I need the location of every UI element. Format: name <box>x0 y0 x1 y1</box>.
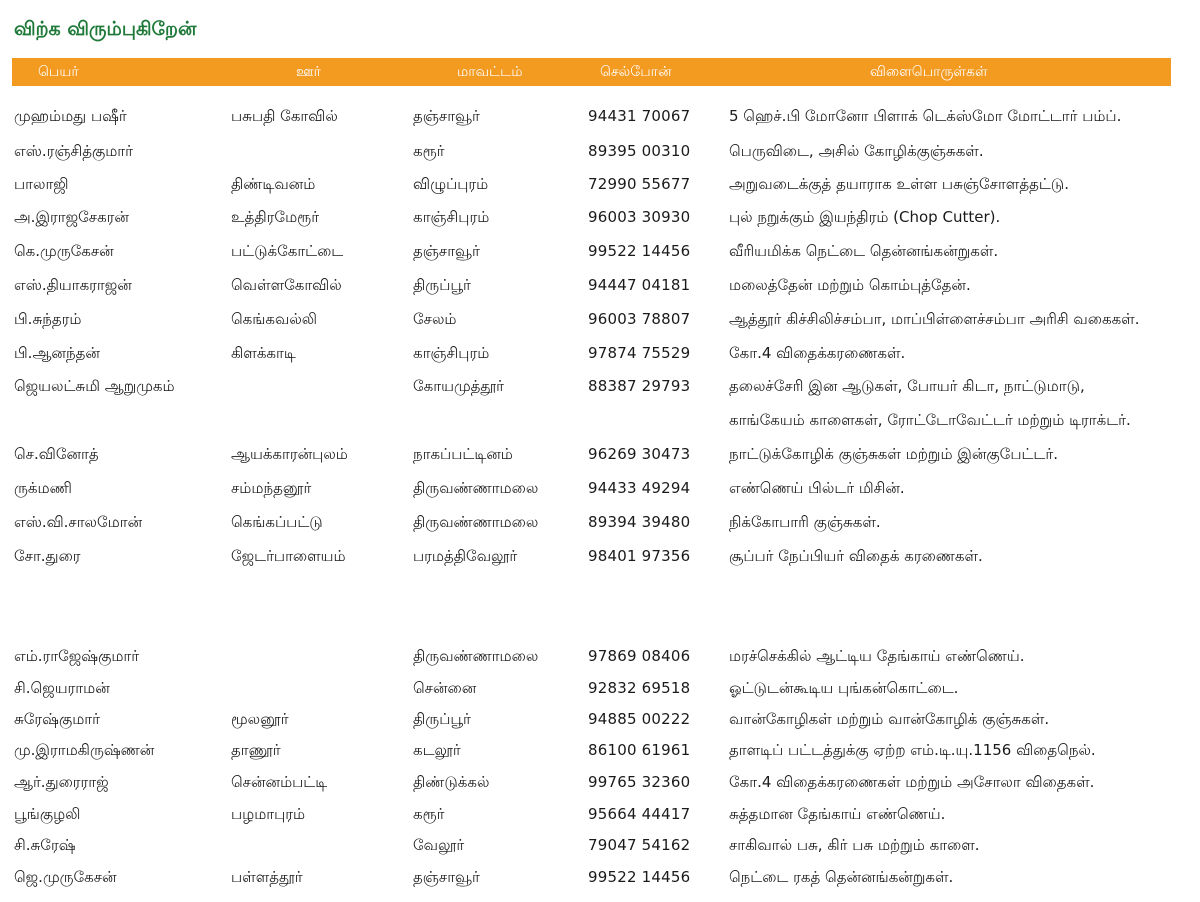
row-product: சூப்பர் நேப்பியர் விதைக் கரணைகள். <box>729 547 983 565</box>
page-title: விற்க விரும்புகிறேன் <box>14 18 197 40</box>
row-town: கெங்கப்பட்டு <box>231 513 323 531</box>
row-district: பரமத்திவேலூர் <box>413 547 518 565</box>
table-row <box>0 371 1200 401</box>
row-district: காஞ்சிபுரம் <box>413 344 490 362</box>
table-row <box>0 202 1200 232</box>
row-name: ஜெ.முருகேசன் <box>14 868 117 886</box>
row-product: கோ.4 விதைக்கரணைகள் மற்றும் அசோலா விதைகள். <box>729 773 1095 791</box>
row-town: சம்மந்தனூர் <box>231 479 312 497</box>
row-name: செ.வினோத் <box>14 445 99 463</box>
row-district: நாகப்பட்டினம் <box>413 445 513 463</box>
row-name: பூங்குழலி <box>14 805 81 823</box>
header-name: பெயர் <box>38 64 79 80</box>
row-product: சாகிவால் பசு, கிர் பசு மற்றும் காளை. <box>729 836 980 854</box>
row-name: பாலாஜி <box>14 175 69 193</box>
table-row <box>0 136 1200 166</box>
row-town: திண்டிவனம் <box>231 175 316 193</box>
table-row <box>0 767 1200 797</box>
row-town: பள்ளத்தூர் <box>231 868 303 886</box>
row-product: மரச்செக்கில் ஆட்டிய தேங்காய் எண்ணெய். <box>729 647 1025 665</box>
row-name: சுரேஷ்குமார் <box>14 710 100 728</box>
table-row <box>0 473 1200 503</box>
row-town: வெள்ளகோவில் <box>231 276 342 294</box>
row-product: நாட்டுக்கோழிக் குஞ்சுகள் மற்றும் இன்குபேட்டர். <box>729 445 1058 463</box>
row-town: கிளக்காடி <box>231 344 296 362</box>
row-name: பி.ஆனந்தன் <box>14 344 100 362</box>
table-row <box>0 507 1200 537</box>
row-name: சி.ஜெயராமன் <box>14 679 110 697</box>
row-phone: 99522 14456 <box>588 242 691 260</box>
row-product: வான்கோழிகள் மற்றும் வான்கோழிக் குஞ்சுகள். <box>729 710 1050 728</box>
table-row <box>0 169 1200 199</box>
table-row <box>0 799 1200 829</box>
row-district: கோயமுத்தூர் <box>413 377 505 395</box>
row-district: திருவண்ணாமலை <box>413 479 539 497</box>
row-product: மலைத்தேன் மற்றும் கொம்புத்தேன். <box>729 276 971 294</box>
table-header <box>12 58 1171 86</box>
row-name: மு.இராமகிருஷ்ணன் <box>14 741 155 759</box>
row-phone: 94433 49294 <box>588 479 691 497</box>
row-product: சுத்தமான தேங்காய் எண்ணெய். <box>729 805 946 823</box>
row-phone: 96003 78807 <box>588 310 691 328</box>
table-row <box>0 405 1200 435</box>
row-product: காங்கேயம் காளைகள், ரோட்டோவேட்டர் மற்றும் டிராக்டர். <box>729 411 1131 429</box>
row-product: ஓட்டுடன்கூடிய புங்கன்கொட்டை. <box>729 679 959 697</box>
row-town: ஆயக்காரன்புலம் <box>231 445 348 463</box>
row-district: தஞ்சாவூர் <box>413 107 480 125</box>
row-town: ஜேடர்பாளையம் <box>231 547 346 565</box>
row-name: எஸ்.வி.சாலமோன் <box>14 513 143 531</box>
row-name: அ.இராஜசேகரன் <box>14 208 129 226</box>
table-row <box>0 673 1200 703</box>
row-phone: 89395 00310 <box>588 142 691 160</box>
row-district: காஞ்சிபுரம் <box>413 208 490 226</box>
row-town: சென்னம்பட்டி <box>231 773 328 791</box>
row-phone: 89394 39480 <box>588 513 691 531</box>
row-phone: 86100 61961 <box>588 741 691 759</box>
row-town: பசுபதி கோவில் <box>231 107 338 125</box>
table-row <box>0 270 1200 300</box>
row-district: கடலூர் <box>413 741 461 759</box>
row-district: தஞ்சாவூர் <box>413 868 480 886</box>
row-product: அறுவடைக்குத் தயாராக உள்ள பசுஞ்சோளத்தட்டு. <box>729 175 1069 193</box>
row-name: பி.சுந்தரம் <box>14 310 82 328</box>
row-phone: 99522 14456 <box>588 868 691 886</box>
row-product: தலைச்சேரி இன ஆடுகள், போயர் கிடா, நாட்டுமாடு, <box>729 377 1085 395</box>
row-name: எஸ்.ரஞ்சித்குமார் <box>14 142 133 160</box>
row-town: உத்திரமேரூர் <box>231 208 320 226</box>
row-product: வீரியமிக்க நெட்டை தென்னங்கன்றுகள். <box>729 242 999 260</box>
row-product: எண்ணெய் பில்டர் மிசின். <box>729 479 905 497</box>
row-name: முஹம்மது பஷீர் <box>14 107 127 125</box>
row-phone: 96269 30473 <box>588 445 691 463</box>
table-row <box>0 735 1200 765</box>
row-name: எஸ்.தியாகராஜன் <box>14 276 132 294</box>
header-town: ஊர் <box>296 64 321 80</box>
row-phone: 95664 44417 <box>588 805 691 823</box>
row-district: கரூர் <box>413 142 445 160</box>
row-product: ஆத்தூர் கிச்சிலிச்சம்பா, மாப்பிள்ளைச்சம்பா அரிசி வகைகள். <box>729 310 1140 328</box>
row-district: கரூர் <box>413 805 445 823</box>
row-town: பட்டுக்கோட்டை <box>231 242 344 260</box>
row-district: சென்னை <box>413 679 477 697</box>
row-phone: 99765 32360 <box>588 773 691 791</box>
table-row <box>0 862 1200 892</box>
row-district: திருப்பூர் <box>413 710 471 728</box>
row-phone: 94885 00222 <box>588 710 691 728</box>
row-phone: 79047 54162 <box>588 836 691 854</box>
row-product: தாளடிப் பட்டத்துக்கு ஏற்ற எம்.டி.யு.1156 விதைநெல். <box>729 741 1096 759</box>
row-phone: 97869 08406 <box>588 647 691 665</box>
table-row <box>0 101 1200 131</box>
row-district: சேலம் <box>413 310 457 328</box>
table-row <box>0 439 1200 469</box>
row-phone: 72990 55677 <box>588 175 691 193</box>
row-district: விழுப்புரம் <box>413 175 489 193</box>
row-name: சோ.துரை <box>14 547 81 565</box>
row-name: எம்.ராஜேஷ்குமார் <box>14 647 140 665</box>
row-product: பெருவிடை, அசில் கோழிக்குஞ்சுகள். <box>729 142 984 160</box>
row-product: கோ.4 விதைக்கரணைகள். <box>729 344 906 362</box>
row-phone: 97874 75529 <box>588 344 691 362</box>
row-name: ருக்மணி <box>14 479 72 497</box>
row-district: திருப்பூர் <box>413 276 471 294</box>
row-phone: 88387 29793 <box>588 377 691 395</box>
row-district: வேலூர் <box>413 836 465 854</box>
row-town: தாணூர் <box>231 741 281 759</box>
row-district: திருவண்ணாமலை <box>413 647 539 665</box>
row-name: ஜெயலட்சுமி ஆறுமுகம் <box>14 377 175 395</box>
header-district: மாவட்டம் <box>457 64 523 80</box>
row-product: 5 ஹெச்.பி மோனோ பிளாக் டெக்ஸ்மோ மோட்டார் பம்ப். <box>729 107 1122 125</box>
header-phone: செல்போன் <box>600 64 672 80</box>
table-row <box>0 704 1200 734</box>
header-products: விளைபொருள்கள் <box>870 64 988 80</box>
table-row <box>0 641 1200 671</box>
table-row <box>0 541 1200 571</box>
row-phone: 96003 30930 <box>588 208 691 226</box>
row-name: ஆர்.துரைராஜ் <box>14 773 109 791</box>
row-town: கெங்கவல்லி <box>231 310 318 328</box>
row-product: நிக்கோபாரி குஞ்சுகள். <box>729 513 881 531</box>
table-row <box>0 830 1200 860</box>
row-district: தஞ்சாவூர் <box>413 242 480 260</box>
row-name: கெ.முருகேசன் <box>14 242 114 260</box>
row-name: சி.சுரேஷ் <box>14 836 76 854</box>
row-phone: 94431 70067 <box>588 107 691 125</box>
row-district: திண்டுக்கல் <box>413 773 490 791</box>
table-row <box>0 338 1200 368</box>
row-town: பழமாபுரம் <box>231 805 306 823</box>
row-product: புல் நறுக்கும் இயந்திரம் (Chop Cutter). <box>729 208 1001 226</box>
row-phone: 98401 97356 <box>588 547 691 565</box>
row-phone: 92832 69518 <box>588 679 691 697</box>
row-district: திருவண்ணாமலை <box>413 513 539 531</box>
table-row <box>0 236 1200 266</box>
row-product: நெட்டை ரகத் தென்னங்கன்றுகள். <box>729 868 954 886</box>
row-phone: 94447 04181 <box>588 276 691 294</box>
table-row <box>0 304 1200 334</box>
row-town: மூலனூர் <box>231 710 289 728</box>
